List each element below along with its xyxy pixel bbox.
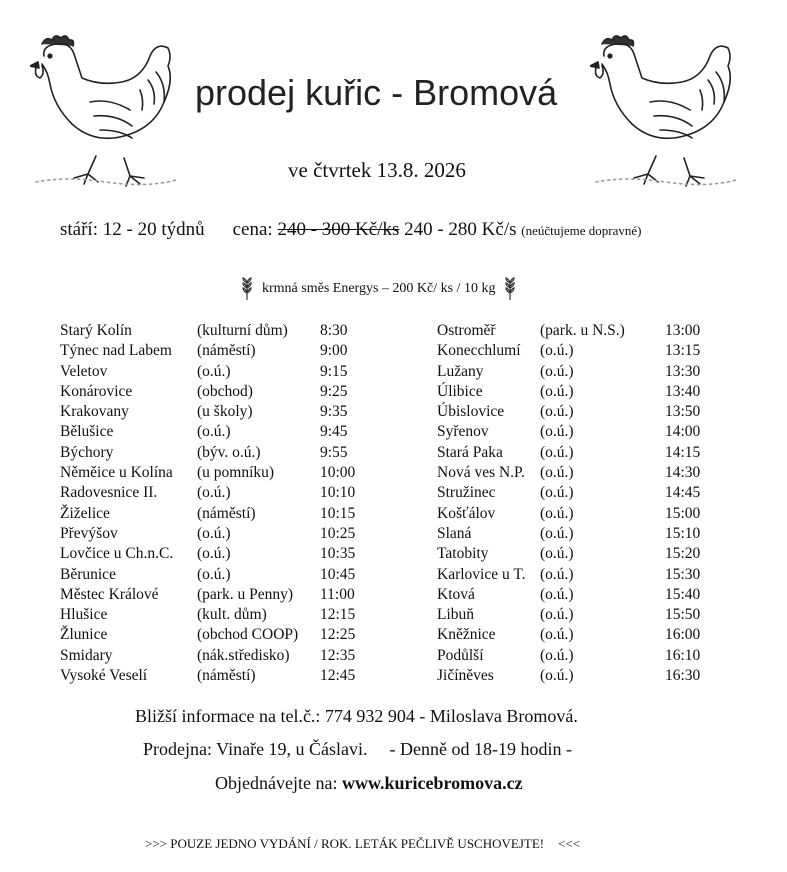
stop-place: (o.ú.) xyxy=(540,606,574,624)
stop-time: 13:50 xyxy=(665,403,701,421)
website-link[interactable]: www.kuricebromova.cz xyxy=(341,773,523,793)
age-text: stáří: 12 - 20 týdnů xyxy=(60,219,205,240)
stop-time: 14:15 xyxy=(665,443,701,461)
stop-town: Karlovice u T. xyxy=(437,565,526,583)
stop-place: (náměstí) xyxy=(197,342,256,360)
feed-line xyxy=(240,277,517,301)
stop-town: Podůlší xyxy=(437,646,484,664)
stop-time: 14:00 xyxy=(665,423,701,441)
footer-suffix: <<< xyxy=(558,836,581,851)
schedule-row xyxy=(60,363,390,383)
stop-town: Radovesnice II. xyxy=(60,484,158,502)
stop-time: 12:45 xyxy=(320,667,356,685)
schedule-row xyxy=(60,505,390,525)
schedule-row xyxy=(437,403,737,423)
stop-place: (o.ú.) xyxy=(540,403,574,421)
schedule-row xyxy=(60,342,390,362)
stop-town: Krakovany xyxy=(60,403,129,421)
stop-town: Vysoké Veselí xyxy=(60,667,148,685)
stop-time: 13:30 xyxy=(665,362,701,380)
stop-town: Úlibice xyxy=(437,382,483,400)
schedule-row xyxy=(437,464,737,484)
schedule-row xyxy=(60,586,390,606)
stop-town: Kněžnice xyxy=(437,626,496,644)
stop-place: (o.ú.) xyxy=(540,504,574,522)
stop-time: 12:25 xyxy=(320,626,356,644)
stop-time: 10:15 xyxy=(320,504,356,522)
stop-town: Tatobity xyxy=(437,545,489,563)
stop-place: (o.ú.) xyxy=(540,545,574,563)
schedule-row xyxy=(437,606,737,626)
stop-place: (o.ú.) xyxy=(197,545,231,563)
schedule-row xyxy=(60,606,390,626)
footer-text: POUZE JEDNO VYDÁNÍ / ROK. LETÁK PEČLIVĚ USCHOVEJTE! xyxy=(170,836,545,851)
stop-time: 12:35 xyxy=(320,646,356,664)
schedule-row xyxy=(60,423,390,443)
price-label: cena: xyxy=(232,219,278,240)
shop-hours: - Denně od 18-19 hodin - xyxy=(389,739,573,759)
footer-note xyxy=(145,836,580,852)
stop-time: 10:10 xyxy=(320,484,356,502)
stop-time: 15:40 xyxy=(665,585,701,603)
stop-place: (o.ú.) xyxy=(540,464,574,482)
stop-place: (o.ú.) xyxy=(540,667,574,685)
stop-place: (o.ú.) xyxy=(540,443,574,461)
stop-time: 16:10 xyxy=(665,646,701,664)
stop-town: Něměice u Kolína xyxy=(60,464,173,482)
schedule-row xyxy=(60,545,390,565)
old-price: 240 - 300 Kč/ks xyxy=(277,219,400,240)
order-info xyxy=(215,773,523,794)
page-title xyxy=(195,72,557,114)
schedule-row xyxy=(60,626,390,646)
stop-town: Stružinec xyxy=(437,484,496,502)
stop-place: (o.ú.) xyxy=(540,565,574,583)
stop-town: Slaná xyxy=(437,524,472,542)
stop-place: (kult. dům) xyxy=(197,606,267,624)
footer-prefix: >>> xyxy=(145,836,167,851)
stop-town: Ostroměř xyxy=(437,322,496,339)
stop-town: Hlušice xyxy=(60,606,108,624)
contact-info: Bližší informace na tel.č.: 774 932 904 - Miloslava Bromová. xyxy=(135,706,578,726)
stop-place: (náměstí) xyxy=(197,667,256,685)
stop-place: (o.ú.) xyxy=(540,646,574,664)
stop-place: (o.ú.) xyxy=(540,362,574,380)
order-label: Objednávejte na: xyxy=(215,773,342,793)
schedule-row xyxy=(437,383,737,403)
stop-place: (u školy) xyxy=(197,403,253,421)
schedule-row xyxy=(60,464,390,484)
stop-time: 14:30 xyxy=(665,464,701,482)
stop-place: (býv. o.ú.) xyxy=(197,443,261,461)
stop-place: (park. u Penny) xyxy=(197,585,293,603)
stop-town: Býchory xyxy=(60,443,114,461)
schedule-row xyxy=(60,403,390,423)
stop-place: (o.ú.) xyxy=(540,342,574,360)
stop-town: Stará Paka xyxy=(437,443,503,461)
schedule-row xyxy=(437,484,737,504)
stop-town: Nová ves N.P. xyxy=(437,464,525,482)
stop-town: Veletov xyxy=(60,362,108,380)
schedule-row xyxy=(60,484,390,504)
stop-place: (o.ú.) xyxy=(540,484,574,502)
schedule-row xyxy=(437,647,737,667)
price-note: (neúčtujeme dopravné) xyxy=(521,223,642,238)
stop-town: Bělušice xyxy=(60,423,114,441)
stop-town: Libuň xyxy=(437,606,475,624)
schedule-row xyxy=(437,566,737,586)
schedule-row xyxy=(437,525,737,545)
price-line xyxy=(60,219,641,241)
chicken-icon xyxy=(590,32,740,192)
stop-town: Úbislovice xyxy=(437,403,505,421)
stop-town: Lužany xyxy=(437,362,484,380)
stop-time: 13:15 xyxy=(665,342,701,360)
wheat-icon xyxy=(240,277,254,301)
stop-town: Jičíněves xyxy=(437,667,494,685)
schedule-left xyxy=(60,322,390,687)
stop-time: 15:50 xyxy=(665,606,701,624)
stop-time: 10:35 xyxy=(320,545,356,563)
stop-place: (o.ú.) xyxy=(197,565,231,583)
stop-time: 14:45 xyxy=(665,484,701,502)
stop-place: (obchod) xyxy=(197,382,253,400)
stop-town: Ktová xyxy=(437,585,475,603)
schedule-row xyxy=(60,322,390,342)
stop-town: Smidary xyxy=(60,646,113,664)
stop-place: (park. u N.S.) xyxy=(540,322,625,339)
stop-time: 8:30 xyxy=(320,322,348,339)
schedule-row xyxy=(437,545,737,565)
title-part2: Bromová xyxy=(413,72,558,113)
schedule-row xyxy=(60,667,390,687)
stop-place: (o.ú.) xyxy=(540,585,574,603)
schedule-right xyxy=(437,322,737,687)
stop-time: 10:25 xyxy=(320,524,356,542)
schedule-row xyxy=(437,342,737,362)
stop-place: (u pomníku) xyxy=(197,464,275,482)
schedule-row xyxy=(60,525,390,545)
stop-place: (nák.středisko) xyxy=(197,646,290,664)
stop-town: Týnec nad Labem xyxy=(60,342,172,360)
stop-time: 9:15 xyxy=(320,362,348,380)
schedule-row xyxy=(437,667,737,687)
stop-place: (o.ú.) xyxy=(197,423,231,441)
schedule-row xyxy=(437,423,737,443)
schedule-row xyxy=(60,566,390,586)
schedule-row xyxy=(60,647,390,667)
stop-place: (o.ú.) xyxy=(540,626,574,644)
shop-address: Prodejna: Vinaře 19, u Čáslavi. xyxy=(143,739,368,759)
stop-time: 15:00 xyxy=(665,504,701,522)
stop-time: 11:00 xyxy=(320,585,355,603)
stop-time: 9:25 xyxy=(320,382,348,400)
schedule-row xyxy=(60,444,390,464)
stop-town: Žiželice xyxy=(60,504,110,522)
stop-town: Syřenov xyxy=(437,423,489,441)
stop-place: (o.ú.) xyxy=(197,524,231,542)
new-price: 240 - 280 Kč/s xyxy=(399,219,522,240)
stop-town: Běrunice xyxy=(60,565,116,583)
feed-text: krmná směs Energys – 200 Kč/ ks / 10 kg xyxy=(262,281,496,296)
stop-place: (o.ú.) xyxy=(540,423,574,441)
stop-place: (náměstí) xyxy=(197,504,256,522)
stop-time: 13:00 xyxy=(665,322,701,339)
shop-info xyxy=(143,739,572,760)
stop-time: 9:55 xyxy=(320,443,348,461)
schedule-row xyxy=(437,505,737,525)
stop-town: Žlunice xyxy=(60,626,108,644)
title-part1: prodej kuřic - xyxy=(195,72,414,113)
stop-time: 16:30 xyxy=(665,667,701,685)
schedule-row xyxy=(437,322,737,342)
stop-town: Starý Kolín xyxy=(60,322,132,339)
sale-date: ve čtvrtek 13.8. 2026 xyxy=(288,158,466,182)
stop-place: (o.ú.) xyxy=(197,362,231,380)
stop-time: 15:20 xyxy=(665,545,701,563)
schedule-row xyxy=(60,383,390,403)
schedule-row xyxy=(437,586,737,606)
stop-place: (o.ú.) xyxy=(540,524,574,542)
stop-town: Košťálov xyxy=(437,504,496,522)
stop-time: 15:10 xyxy=(665,524,701,542)
stop-town: Převýšov xyxy=(60,524,118,542)
stop-time: 10:45 xyxy=(320,565,356,583)
stop-town: Městec Králové xyxy=(60,585,159,603)
stop-town: Konárovice xyxy=(60,382,133,400)
stop-time: 9:45 xyxy=(320,423,348,441)
stop-time: 9:35 xyxy=(320,403,348,421)
chicken-icon xyxy=(30,32,180,192)
stop-time: 9:00 xyxy=(320,342,348,360)
stop-time: 16:00 xyxy=(665,626,701,644)
stop-place: (o.ú.) xyxy=(540,382,574,400)
stop-time: 13:40 xyxy=(665,382,701,400)
schedule-row xyxy=(437,444,737,464)
schedule-row xyxy=(437,626,737,646)
stop-time: 12:15 xyxy=(320,606,356,624)
stop-time: 15:30 xyxy=(665,565,701,583)
stop-place: (o.ú.) xyxy=(197,484,231,502)
stop-place: (kulturní dům) xyxy=(197,322,288,339)
stop-time: 10:00 xyxy=(320,464,356,482)
wheat-icon xyxy=(503,277,517,301)
stop-place: (obchod COOP) xyxy=(197,626,299,644)
stop-town: Lovčice u Ch.n.C. xyxy=(60,545,174,563)
schedule-row xyxy=(437,363,737,383)
stop-town: Konecchlumí xyxy=(437,342,521,360)
